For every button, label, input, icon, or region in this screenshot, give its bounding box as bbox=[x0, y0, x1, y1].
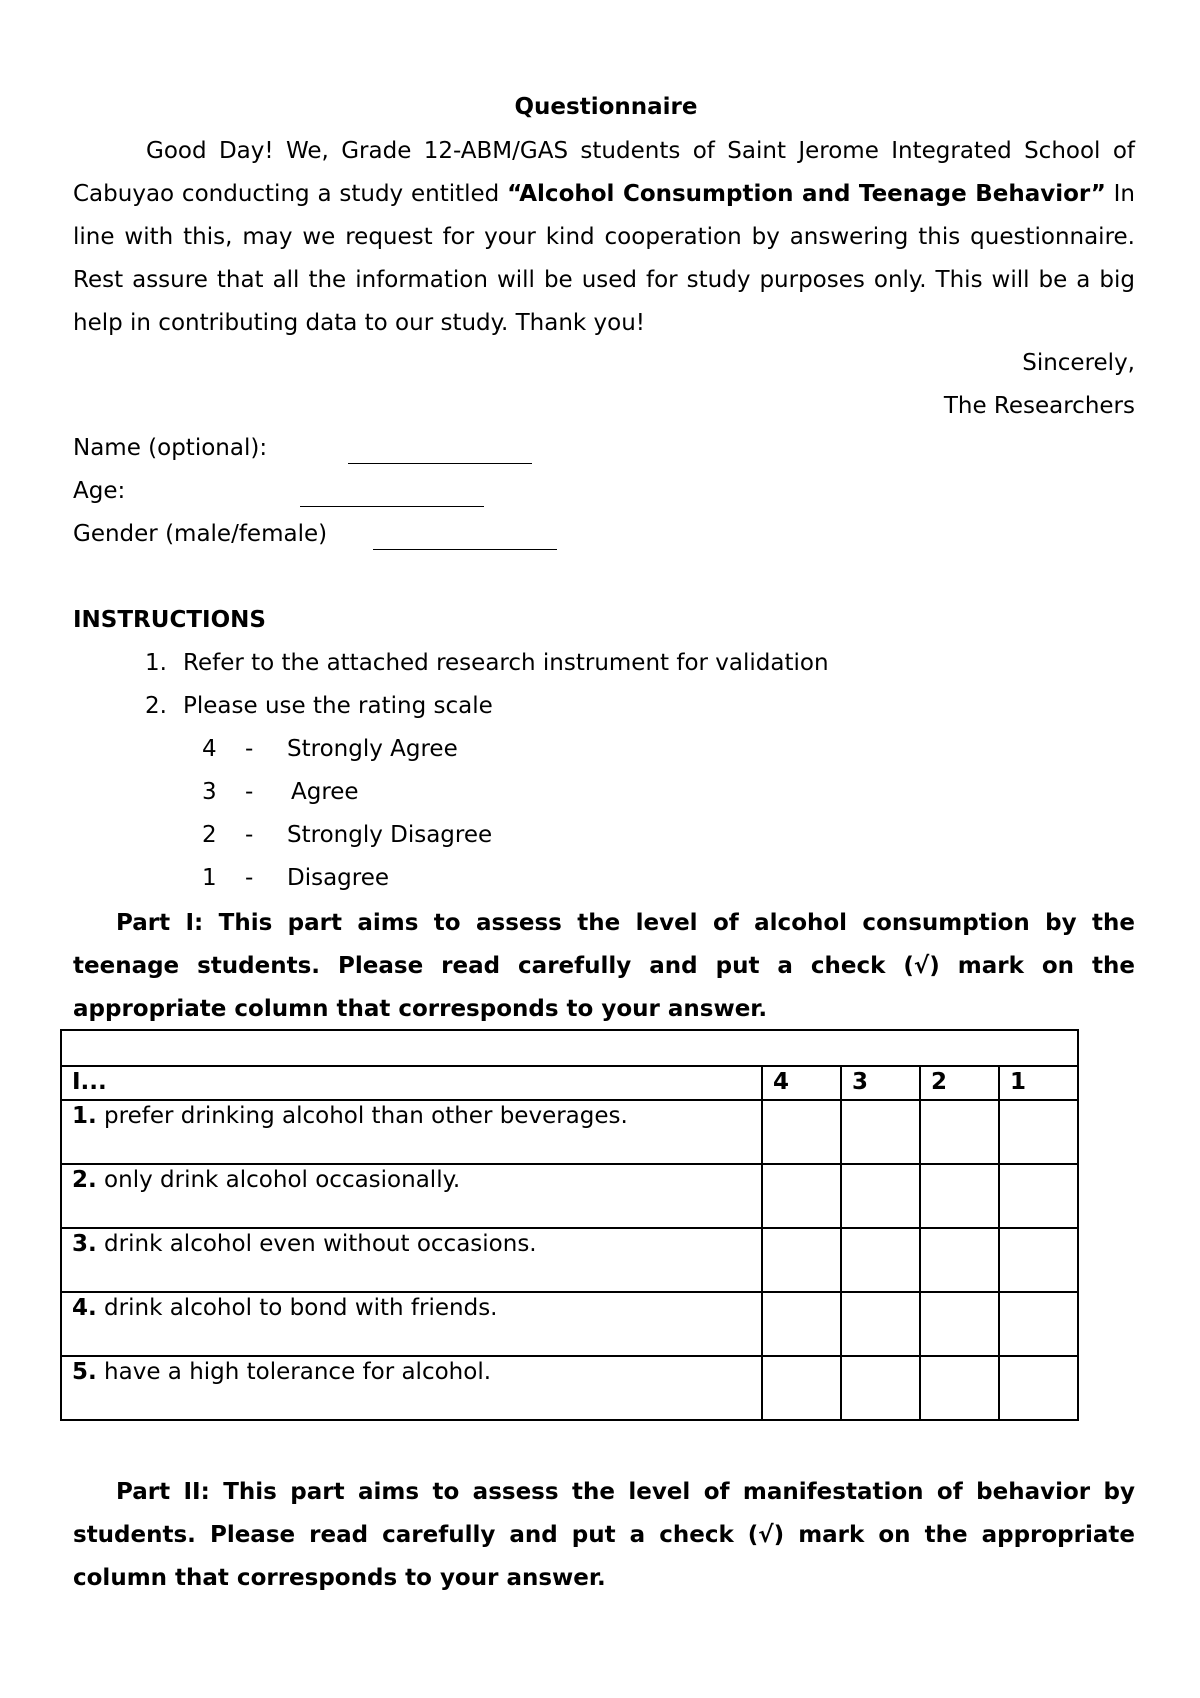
intro-text-1: Good Day! We, Grade 12-ABM/GAS students of Saint Jerome Integrated School of Cabuyao conducting a study entitled bbox=[73, 138, 1135, 207]
rating-cell-2[interactable] bbox=[920, 1100, 999, 1164]
rating-header-4: 4 bbox=[762, 1066, 841, 1100]
scale-value: 3 bbox=[202, 779, 217, 805]
age-field[interactable] bbox=[300, 484, 484, 507]
intro-text-2: In line with this, may we request for your kind cooperation by answering this questionnaire. Rest assure that all the information will be used for study purposes only. This will be a big help in contributing data to our study. Thank you! bbox=[73, 181, 1136, 336]
page-title: Questionnaire bbox=[514, 94, 698, 120]
rating-cell-3[interactable] bbox=[841, 1228, 920, 1292]
scale-value: 4 bbox=[202, 736, 217, 762]
rating-cell-2[interactable] bbox=[920, 1164, 999, 1228]
statement-cell bbox=[61, 1100, 762, 1164]
statement-text: only drink alcohol occasionally. bbox=[96, 1167, 461, 1193]
table-row bbox=[61, 1292, 1078, 1356]
gender-field[interactable] bbox=[373, 527, 557, 550]
statement-number: 5. bbox=[72, 1359, 97, 1385]
signature: The Researchers bbox=[943, 393, 1135, 419]
statement-text: drink alcohol to bond with friends. bbox=[96, 1295, 498, 1321]
table-row bbox=[61, 1100, 1078, 1164]
scale-label: Disagree bbox=[287, 865, 390, 891]
scale-dash: - bbox=[245, 736, 254, 762]
table-row bbox=[61, 1164, 1078, 1228]
intro-paragraph bbox=[73, 130, 1135, 345]
scale-label: Agree bbox=[291, 779, 359, 805]
rating-header-1: 1 bbox=[999, 1066, 1078, 1100]
rating-cell-1[interactable] bbox=[999, 1292, 1078, 1356]
scale-value: 1 bbox=[202, 865, 217, 891]
part1-instructions bbox=[73, 902, 1135, 1031]
rating-cell-4[interactable] bbox=[762, 1164, 841, 1228]
statement-cell bbox=[61, 1292, 762, 1356]
table-blank-cell bbox=[61, 1030, 1078, 1066]
rating-cell-3[interactable] bbox=[841, 1292, 920, 1356]
instruction-item bbox=[145, 693, 493, 719]
age-label: Age: bbox=[73, 478, 126, 504]
statement-text: drink alcohol even without occasions. bbox=[96, 1231, 537, 1257]
instruction-text: Refer to the attached research instrument for validation bbox=[183, 650, 829, 676]
rating-cell-1[interactable] bbox=[999, 1228, 1078, 1292]
instruction-text: Please use the rating scale bbox=[183, 693, 493, 719]
scale-item bbox=[202, 865, 390, 891]
scale-dash: - bbox=[245, 779, 254, 805]
rating-header-2: 2 bbox=[920, 1066, 999, 1100]
rating-cell-4[interactable] bbox=[762, 1356, 841, 1420]
scale-value: 2 bbox=[202, 822, 217, 848]
instructions-heading: INSTRUCTIONS bbox=[73, 607, 266, 633]
statement-cell bbox=[61, 1356, 762, 1420]
scale-dash: - bbox=[245, 822, 254, 848]
statement-number: 2. bbox=[72, 1167, 97, 1193]
name-label: Name (optional): bbox=[73, 435, 268, 461]
part2-text: Part II: This part aims to assess the level of manifestation of behavior by students. Please read carefully and put a check (√) mark on the appropriate column that corresponds to your answer. bbox=[73, 1479, 1135, 1591]
rating-cell-2[interactable] bbox=[920, 1356, 999, 1420]
rating-cell-1[interactable] bbox=[999, 1164, 1078, 1228]
rating-cell-2[interactable] bbox=[920, 1228, 999, 1292]
statement-number: 4. bbox=[72, 1295, 97, 1321]
statement-cell bbox=[61, 1228, 762, 1292]
rating-cell-3[interactable] bbox=[841, 1164, 920, 1228]
rating-cell-2[interactable] bbox=[920, 1292, 999, 1356]
study-title: “Alcohol Consumption and Teenage Behavior” bbox=[507, 181, 1106, 207]
table-blank-row bbox=[61, 1030, 1078, 1066]
rating-cell-3[interactable] bbox=[841, 1100, 920, 1164]
rating-cell-1[interactable] bbox=[999, 1100, 1078, 1164]
scale-dash: - bbox=[245, 865, 254, 891]
part2-instructions bbox=[73, 1471, 1135, 1600]
rating-header-3: 3 bbox=[841, 1066, 920, 1100]
gender-label: Gender (male/female) bbox=[73, 521, 328, 547]
rating-cell-3[interactable] bbox=[841, 1356, 920, 1420]
rating-cell-4[interactable] bbox=[762, 1228, 841, 1292]
scale-label: Strongly Agree bbox=[287, 736, 458, 762]
statement-cell bbox=[61, 1164, 762, 1228]
scale-item bbox=[202, 779, 359, 805]
instruction-item bbox=[145, 650, 829, 676]
part1-text: Part I: This part aims to assess the level of alcohol consumption by the teenage students. Please read carefully and put a check (√) mark on the appropriate column that corresponds to your answer. bbox=[73, 910, 1135, 1022]
table-row bbox=[61, 1228, 1078, 1292]
part1-table bbox=[60, 1029, 1079, 1421]
statement-number: 1. bbox=[72, 1103, 97, 1129]
scale-item bbox=[202, 736, 458, 762]
statement-text: have a high tolerance for alcohol. bbox=[96, 1359, 492, 1385]
table-row bbox=[61, 1356, 1078, 1420]
table-header-row bbox=[61, 1066, 1078, 1100]
statement-text: prefer drinking alcohol than other beverages. bbox=[96, 1103, 628, 1129]
rating-cell-1[interactable] bbox=[999, 1356, 1078, 1420]
rating-cell-4[interactable] bbox=[762, 1100, 841, 1164]
closing: Sincerely, bbox=[1022, 350, 1135, 376]
statement-number: 3. bbox=[72, 1231, 97, 1257]
instruction-number: 1. bbox=[145, 650, 167, 676]
name-field[interactable] bbox=[348, 441, 532, 464]
rating-cell-4[interactable] bbox=[762, 1292, 841, 1356]
scale-item bbox=[202, 822, 493, 848]
stem-header: I... bbox=[61, 1066, 762, 1100]
instruction-number: 2. bbox=[145, 693, 167, 719]
scale-label: Strongly Disagree bbox=[287, 822, 493, 848]
